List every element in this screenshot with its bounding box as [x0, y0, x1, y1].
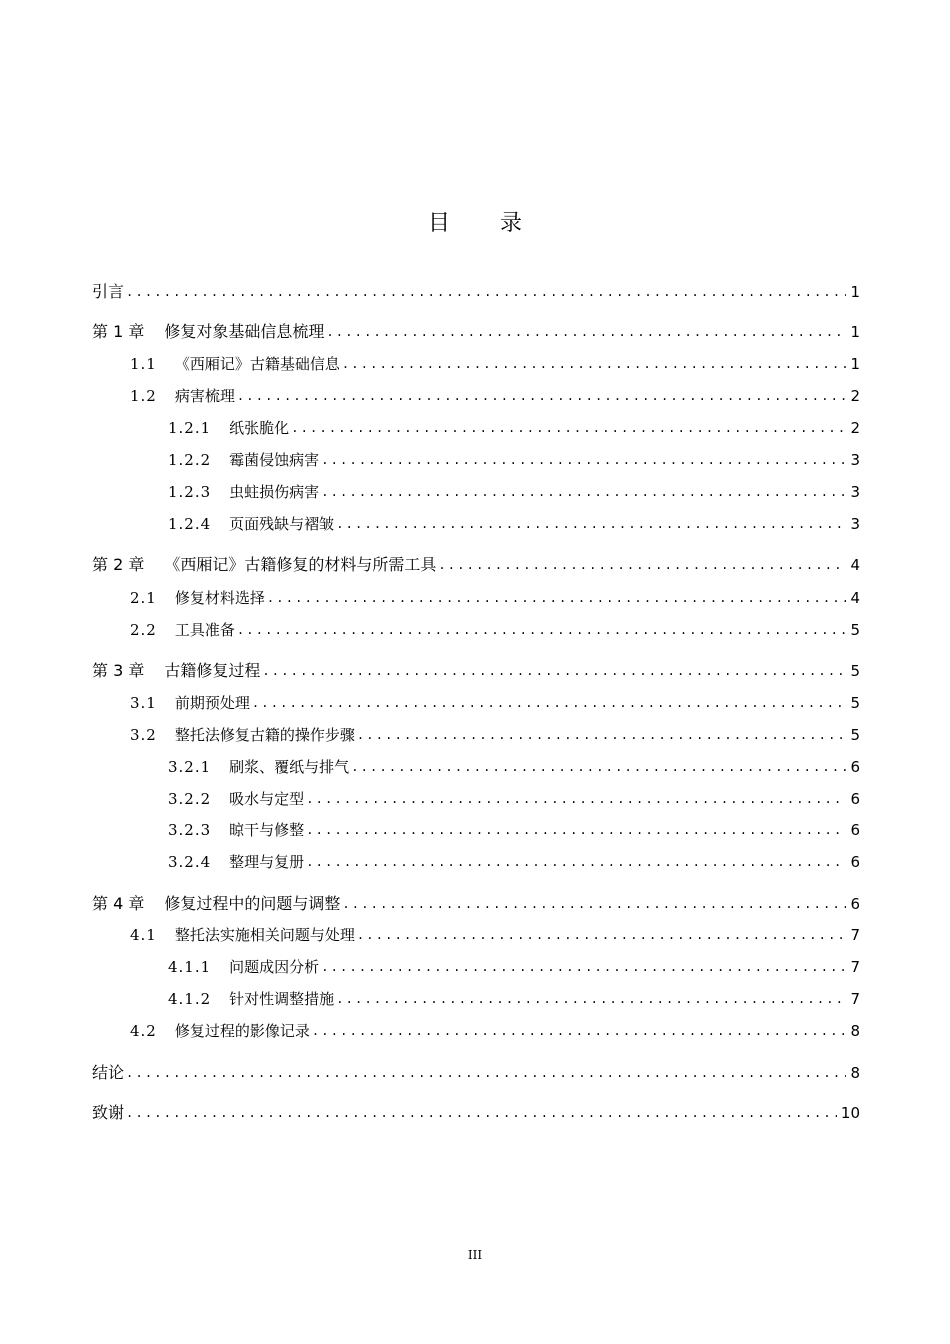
- dot-leader: [252, 697, 846, 709]
- toc-entry-text: 问题成因分析: [229, 958, 320, 976]
- dot-leader: [357, 729, 846, 741]
- toc-entry-number: 3.1: [130, 694, 157, 712]
- toc-entry-page: 1: [850, 355, 860, 373]
- toc-entry-text: 整理与复册: [229, 853, 305, 871]
- toc-entry-text: 虫蛀损伤病害: [229, 483, 320, 501]
- toc-entry-number: 3.2.3: [168, 821, 212, 839]
- toc-entry-intro[interactable]: [92, 280, 860, 302]
- toc-entry-number: 2.2: [130, 621, 157, 639]
- toc-entry-number: 1.2.3: [168, 483, 212, 501]
- dot-leader: [306, 856, 846, 868]
- toc-entry-section-3-2[interactable]: [92, 723, 860, 745]
- toc-entry-number: 3.2.1: [168, 758, 212, 776]
- toc-entry-number: 第 4 章: [92, 894, 145, 913]
- toc-entry-page: 2: [850, 419, 860, 437]
- toc-entry-text: 霉菌侵蚀病害: [229, 451, 320, 469]
- toc-entry-text: 修复过程中的问题与调整: [164, 894, 341, 913]
- toc-entry-page: 1: [850, 283, 860, 301]
- toc-entry-chapter-1[interactable]: [92, 320, 860, 342]
- toc-entry-number: 1.2.4: [168, 515, 212, 533]
- dot-leader: [267, 592, 846, 604]
- toc-entry-subsection-3-2-2[interactable]: [92, 787, 860, 809]
- toc-entry-subsection-3-2-3[interactable]: [92, 818, 860, 840]
- toc-entry-text: 《西厢记》古籍基础信息: [174, 355, 340, 373]
- toc-entry-page: 6: [850, 853, 860, 871]
- page-number: III: [467, 1248, 483, 1262]
- toc-entry-page: 3: [850, 451, 860, 469]
- toc-entry-text: 修复过程的影像记录: [174, 1022, 310, 1040]
- dot-leader: [312, 1025, 846, 1037]
- dot-leader: [321, 454, 846, 466]
- toc-entry-subsection-1-2-3[interactable]: [92, 480, 860, 502]
- toc-entry-section-4-2[interactable]: [92, 1019, 860, 1041]
- dot-leader: [126, 1107, 837, 1119]
- toc-entry-number: 第 3 章: [92, 661, 145, 680]
- toc-entry-text: 《西厢记》古籍修复的材料与所需工具: [164, 555, 437, 574]
- page-title: 目录: [427, 211, 572, 236]
- table-of-contents: [92, 0, 860, 1344]
- toc-entry-text: 吸水与定型: [229, 790, 305, 808]
- dot-leader: [321, 961, 846, 973]
- toc-entry-page: 2: [850, 387, 860, 405]
- dot-leader: [351, 761, 846, 773]
- toc-entry-number: 4.1.2: [168, 990, 212, 1008]
- toc-entry-text: 刷浆、覆纸与排气: [229, 758, 350, 776]
- toc-entry-subsection-4-1-2[interactable]: [92, 987, 860, 1009]
- toc-entry-page: 3: [850, 483, 860, 501]
- toc-entry-page: 1: [850, 323, 860, 341]
- toc-entry-section-2-1[interactable]: [92, 586, 860, 608]
- dot-leader: [306, 793, 846, 805]
- toc-entry-subsection-1-2-1[interactable]: [92, 416, 860, 438]
- toc-entry-page: 5: [850, 726, 860, 744]
- toc-entry-chapter-2[interactable]: [92, 553, 860, 575]
- toc-entry-number: 3.2.4: [168, 853, 212, 871]
- dot-leader: [326, 326, 846, 338]
- dot-leader: [357, 929, 846, 941]
- toc-entry-subsection-3-2-4[interactable]: [92, 850, 860, 872]
- toc-entry-number: 1.2: [130, 387, 157, 405]
- dot-leader: [336, 993, 846, 1005]
- dot-leader: [126, 286, 846, 298]
- toc-entry-text: 纸张脆化: [229, 419, 290, 437]
- dot-leader: [291, 422, 846, 434]
- dot-leader: [438, 559, 846, 571]
- toc-entry-acknowledgements[interactable]: [92, 1101, 860, 1123]
- toc-entry-page: 6: [850, 758, 860, 776]
- toc-entry-text: 整托法修复古籍的操作步骤: [174, 726, 355, 744]
- toc-entry-number: 1.1: [130, 355, 157, 373]
- toc-entry-text: 修复材料选择: [174, 589, 265, 607]
- toc-entry-page: 6: [850, 821, 860, 839]
- toc-entry-number: 4.1.1: [168, 958, 212, 976]
- toc-entry-page: 5: [850, 621, 860, 639]
- toc-entry-chapter-4[interactable]: [92, 892, 860, 914]
- toc-entry-section-3-1[interactable]: [92, 691, 860, 713]
- toc-entry-section-1-1[interactable]: [92, 352, 860, 374]
- toc-entry-number: 第 1 章: [92, 322, 145, 341]
- toc-entry-text: 针对性调整措施: [229, 990, 335, 1008]
- toc-entry-page: 3: [850, 515, 860, 533]
- toc-entry-page: 6: [850, 790, 860, 808]
- toc-entry-number: 2.1: [130, 589, 157, 607]
- toc-entry-page: 5: [850, 694, 860, 712]
- toc-entry-section-2-2[interactable]: [92, 618, 860, 640]
- toc-entry-number: 4.2: [130, 1022, 157, 1040]
- toc-entry-page: 6: [850, 895, 860, 913]
- toc-entry-section-4-1[interactable]: [92, 923, 860, 945]
- toc-entry-number: 1.2.2: [168, 451, 212, 469]
- toc-entry-page: 7: [850, 990, 860, 1008]
- dot-leader: [262, 665, 846, 677]
- toc-entry-page: 7: [850, 926, 860, 944]
- toc-entry-chapter-3[interactable]: [92, 659, 860, 681]
- toc-entry-text: 修复对象基础信息梳理: [164, 322, 325, 341]
- toc-entry-text: 致谢: [92, 1103, 125, 1122]
- dot-leader: [321, 486, 846, 498]
- dot-leader: [342, 358, 846, 370]
- dot-leader: [126, 1067, 846, 1079]
- toc-entry-subsection-4-1-1[interactable]: [92, 955, 860, 977]
- dot-leader: [336, 518, 846, 530]
- toc-entry-text: 引言: [92, 282, 125, 301]
- toc-entry-page: 4: [850, 589, 860, 607]
- toc-entry-conclusion[interactable]: [92, 1061, 860, 1083]
- toc-entry-number: 3.2.2: [168, 790, 212, 808]
- toc-entry-text: 结论: [92, 1063, 125, 1082]
- toc-entry-page: 4: [850, 556, 860, 574]
- toc-entry-number: 1.2.1: [168, 419, 212, 437]
- dot-leader: [342, 898, 846, 910]
- toc-entry-page: 7: [850, 958, 860, 976]
- toc-entry-page: 5: [850, 662, 860, 680]
- toc-entry-subsection-1-2-4[interactable]: [92, 512, 860, 534]
- toc-entry-subsection-1-2-2[interactable]: [92, 448, 860, 470]
- toc-entry-page: 8: [850, 1022, 860, 1040]
- toc-entry-text: 古籍修复过程: [164, 661, 261, 680]
- dot-leader: [237, 390, 846, 402]
- toc-entry-number: 3.2: [130, 726, 157, 744]
- toc-entry-subsection-3-2-1[interactable]: [92, 755, 860, 777]
- toc-entry-page: 10: [840, 1104, 860, 1122]
- toc-entry-text: 工具准备: [174, 621, 235, 639]
- toc-entry-page: 8: [850, 1064, 860, 1082]
- dot-leader: [237, 624, 846, 636]
- toc-entry-section-1-2[interactable]: [92, 384, 860, 406]
- toc-entry-text: 病害梳理: [174, 387, 235, 405]
- toc-entry-text: 晾干与修整: [229, 821, 305, 839]
- toc-entry-text: 前期预处理: [174, 694, 250, 712]
- dot-leader: [306, 824, 846, 836]
- toc-entry-text: 页面残缺与褶皱: [229, 515, 335, 533]
- toc-entry-number: 第 2 章: [92, 555, 145, 574]
- toc-entry-text: 整托法实施相关问题与处理: [174, 926, 355, 944]
- toc-entry-number: 4.1: [130, 926, 157, 944]
